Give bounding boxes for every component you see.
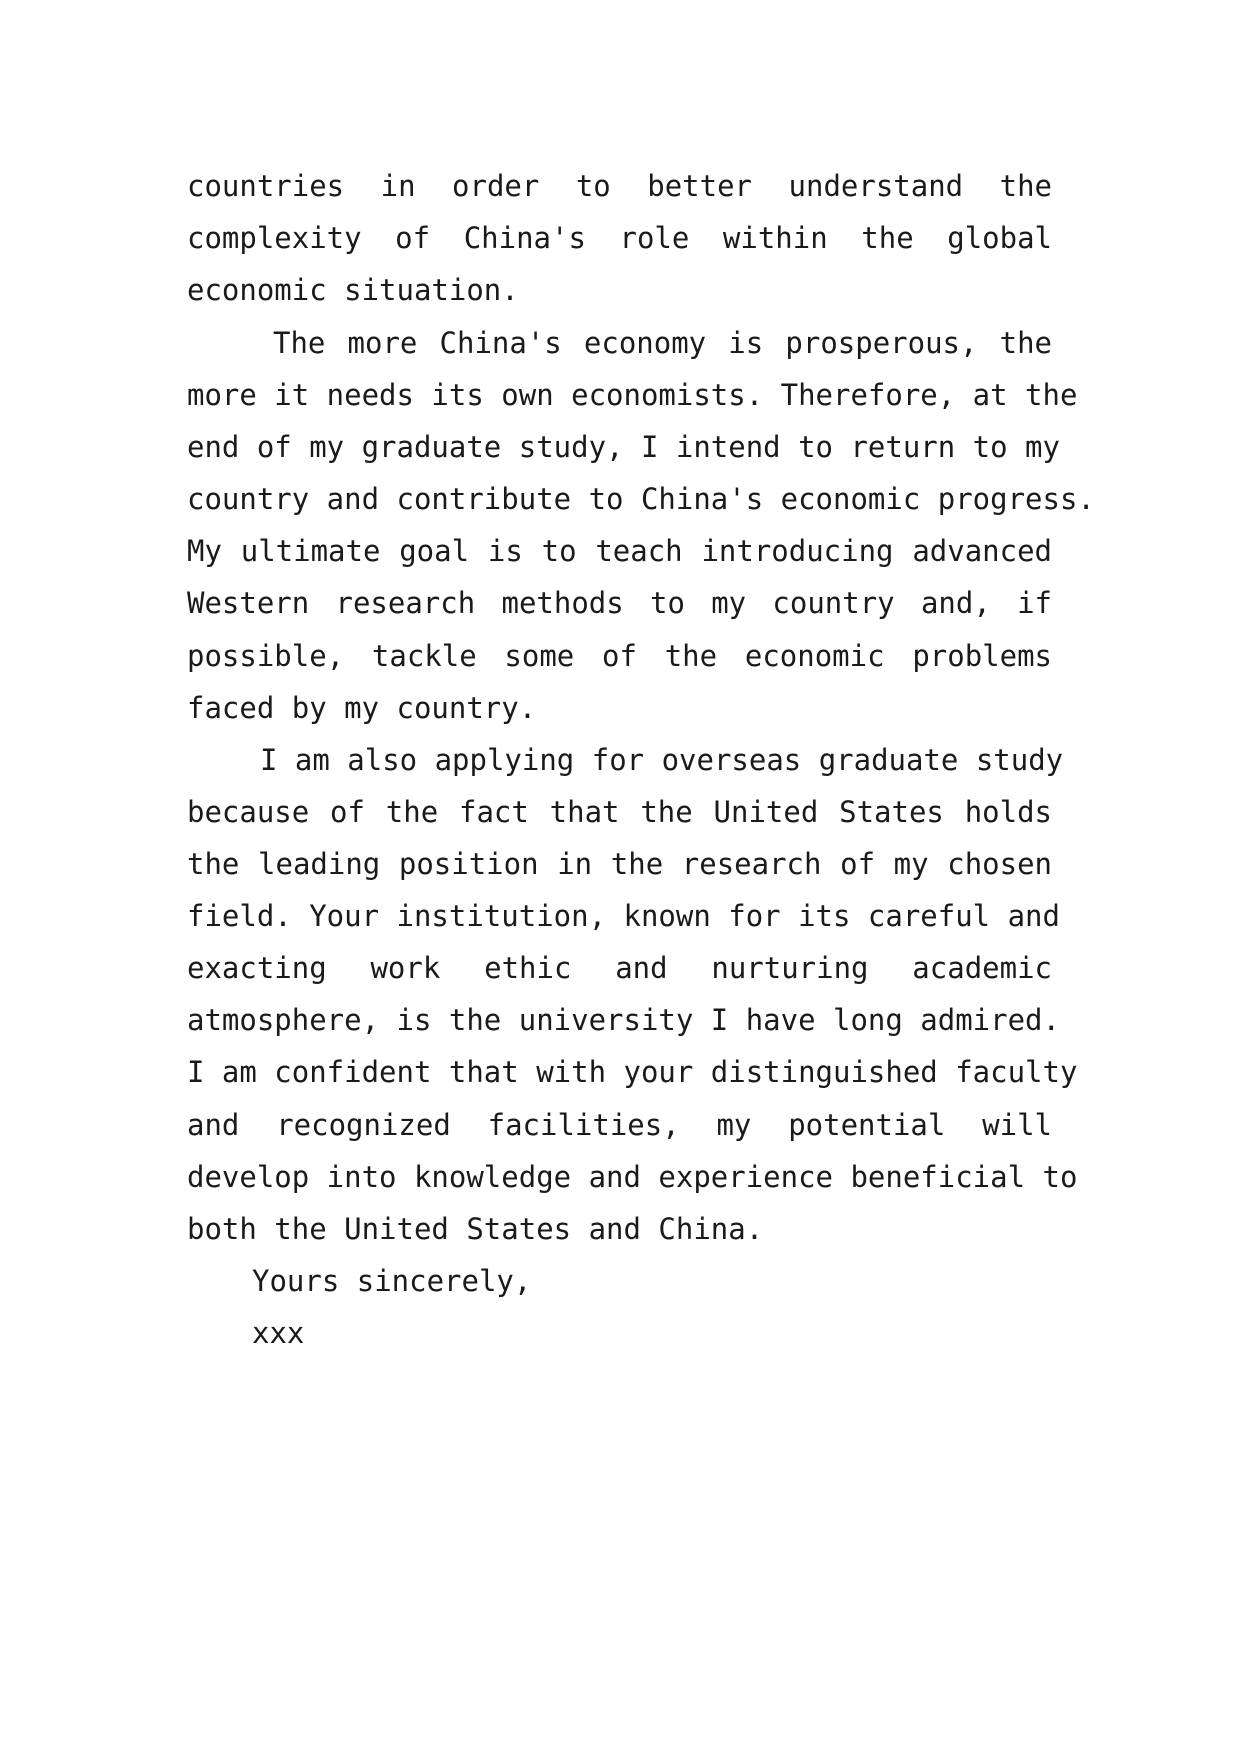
paragraph-3-line-7: I am confident that with your distinguished faculty (187, 1055, 1078, 1089)
paragraph-2-line-3: end of my graduate study, I intend to return to my (187, 430, 1060, 464)
paragraph-2-line-7: possible, tackle some of the economic problems (187, 639, 1052, 673)
closing-salutation: Yours sincerely, (252, 1264, 532, 1298)
paragraph-2-line-1: The more China's economy is prosperous, the (273, 326, 1052, 360)
paragraph-3-line-6: atmosphere, is the university I have long admired. (187, 1003, 1060, 1037)
paragraph-1-line-3: economic situation. (187, 273, 519, 307)
paragraph-3-line-3: the leading position in the research of my chosen (187, 847, 1052, 881)
paragraph-3-line-10: both the United States and China. (187, 1212, 764, 1246)
signature-name: xxx (252, 1316, 305, 1350)
paragraph-1-line-1: countries in order to better understand the (187, 169, 1052, 203)
paragraph-2-line-6: Western research methods to my country and, if (187, 586, 1052, 620)
paragraph-3-line-1: I am also applying for overseas graduate study (260, 743, 1064, 777)
paragraph-3-line-2: because of the fact that the United States holds (187, 795, 1052, 829)
paragraph-2-line-4: country and contribute to China's economic progress. (187, 482, 1095, 516)
paragraph-3-line-4: field. Your institution, known for its careful and (187, 899, 1060, 933)
paragraph-3-line-8: and recognized facilities, my potential will (187, 1108, 1052, 1142)
paragraph-2-line-8: faced by my country. (187, 691, 537, 725)
paragraph-2-line-5: My ultimate goal is to teach introducing advanced (187, 534, 1052, 568)
paragraph-3-line-9: develop into knowledge and experience beneficial to (187, 1160, 1078, 1194)
paragraph-3-line-5: exacting work ethic and nurturing academic (187, 951, 1052, 985)
paragraph-1-line-2: complexity of China's role within the global (187, 221, 1052, 255)
paragraph-2-line-2: more it needs its own economists. Therefore, at the (187, 378, 1078, 412)
